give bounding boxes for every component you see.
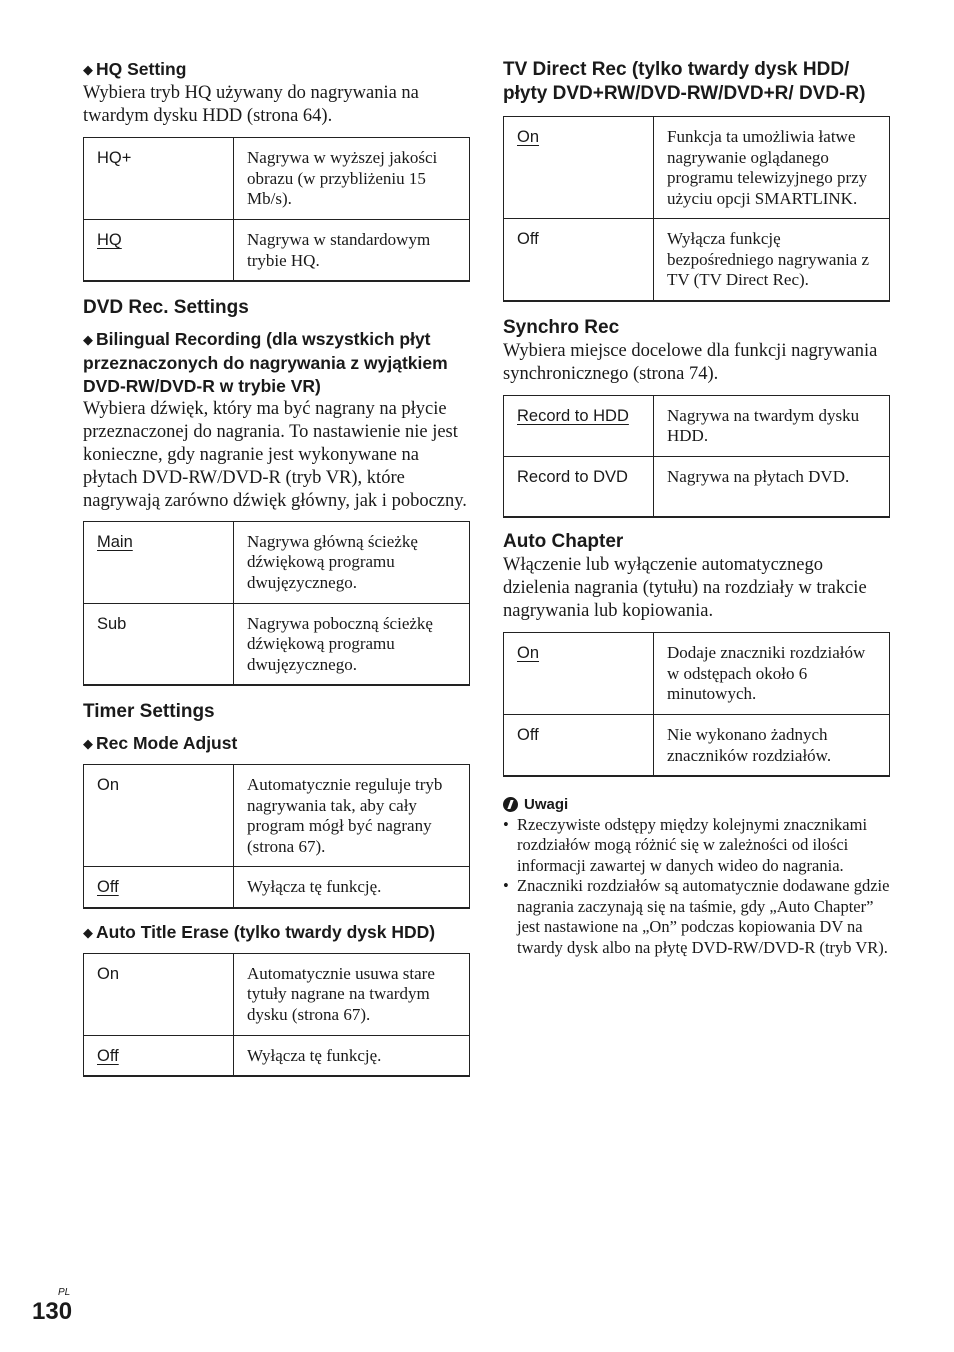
hq-setting-table: [83, 137, 470, 282]
option-key: Off: [504, 715, 654, 776]
option-key-default: HQ: [84, 220, 234, 281]
left-column: [83, 56, 470, 1077]
option-desc: Dodaje znaczniki rozdziałów w odstępach około 6 minutowych.: [654, 633, 890, 715]
dvd-rec-settings-heading: DVD Rec. Settings: [83, 296, 249, 318]
table-row: [84, 138, 470, 220]
rec-mode-adjust-table: [83, 764, 470, 909]
synchro-rec-desc: Wybiera miejsce docelowe dla funkcji nagrywania synchronicznego (strona 74).: [503, 340, 878, 384]
list-item: • Rzeczywiste odstępy między kolejnymi znacznikami rozdziałów mogą różnić się w zależności od ilości informacji zawartej w danych wideo do nagrania.: [503, 815, 890, 877]
table-row: [84, 220, 470, 281]
note-icon: [503, 797, 518, 812]
option-key: Sub: [84, 603, 234, 685]
option-key-default: On: [504, 117, 654, 219]
bilingual-recording-title: ◆ Bilingual Recording (dla wszystkich płyt przeznaczonych do nagrywania z wyjątkiem DVD-RW/DVD-R w trybie VR): [83, 328, 448, 396]
table-row: [504, 456, 890, 517]
synchro-rec-heading: Synchro Rec: [503, 316, 620, 338]
timer-settings-heading: Timer Settings: [83, 701, 215, 722]
option-desc: Automatycznie reguluje tryb nagrywania tak, aby cały program mógł być nagrany (strona 67).: [234, 765, 470, 867]
table-row: [84, 1035, 470, 1076]
auto-title-erase-table: [83, 953, 470, 1078]
option-desc: Automatycznie usuwa stare tytuły nagrane na twardym dysku (strona 67).: [234, 953, 470, 1035]
notes-section: [503, 795, 890, 959]
list-item: • Znaczniki rozdziałów są automatycznie dodawane gdzie nagrania zaczynają się na taśmie, gdy „Auto Chapter” jest nastawione na „On” podczas kopiowania DV na twardy dysk albo na płytę DVD-RW/DVD-R (tryb VR).: [503, 876, 890, 958]
auto-chapter-table: [503, 632, 890, 777]
bilingual-recording-desc: Wybiera dźwięk, który ma być nagrany na płycie przeznaczonej do nagrania. To nastawienie nie jest konieczne, gdy nagranie jest wykonywane na płytach DVD-RW/DVD-R (tryb VR), które nagrywają zarówno dźwięk główny, jak i poboczny.: [83, 398, 467, 511]
auto-chapter-desc: Włączenie lub wyłączenie automatycznego dzielenia nagrania (tytułu) na rozdziały w trakcie nagrywania lub kopiowania.: [503, 555, 867, 621]
table-row: [504, 219, 890, 301]
table-row: [84, 765, 470, 867]
option-desc: Nie wykonano żadnych znaczników rozdziałów.: [654, 715, 890, 776]
table-row: [504, 633, 890, 715]
notes-list: [503, 815, 890, 959]
table-row: [504, 395, 890, 456]
diamond-bullet-icon: ◆: [83, 331, 93, 347]
option-desc: Nagrywa w wyższej jakości obrazu (w przybliżeniu 15 Mb/s).: [234, 138, 470, 220]
option-key-default: On: [504, 633, 654, 715]
right-column: [503, 56, 890, 958]
table-row: [84, 521, 470, 603]
option-key-default: Off: [84, 867, 234, 908]
notes-heading: Uwagi: [503, 795, 890, 815]
option-desc: Wyłącza tę funkcję.: [234, 867, 470, 908]
option-desc: Nagrywa na twardym dysku HDD.: [654, 395, 890, 456]
option-desc: Nagrywa w standardowym trybie HQ.: [234, 220, 470, 281]
option-desc: Nagrywa główną ścieżkę dźwiękową programu dwujęzycznego.: [234, 521, 470, 603]
table-row: [84, 953, 470, 1035]
option-desc: Nagrywa na płytach DVD.: [654, 456, 890, 517]
option-desc: Wyłącza funkcję bezpośredniego nagrywania z TV (TV Direct Rec).: [654, 219, 890, 301]
diamond-bullet-icon: ◆: [83, 924, 93, 940]
option-desc: Nagrywa poboczną ścieżkę dźwiękową programu dwujęzycznego.: [234, 603, 470, 685]
auto-chapter-heading: Auto Chapter: [503, 531, 624, 552]
diamond-bullet-icon: ◆: [83, 62, 93, 77]
option-key: On: [84, 953, 234, 1035]
table-row: [84, 867, 470, 908]
tv-direct-rec-table: [503, 116, 890, 302]
option-key-default: Record to HDD: [504, 395, 654, 456]
language-code: PL: [58, 1287, 71, 1298]
option-key-default: Off: [84, 1035, 234, 1076]
tv-direct-rec-heading: TV Direct Rec (tylko twardy dysk HDD/ płyty DVD+RW/DVD-RW/DVD+R/ DVD-R): [503, 59, 866, 104]
option-key-default: Main: [84, 521, 234, 603]
rec-mode-adjust-title: ◆ Rec Mode Adjust: [83, 733, 238, 753]
option-desc: Funkcja ta umożliwia łatwe nagrywanie oglądanego programu telewizyjnego przy użyciu opcji SMARTLINK.: [654, 117, 890, 219]
option-key: Off: [504, 219, 654, 301]
option-key: HQ+: [84, 138, 234, 220]
option-desc: Wyłącza tę funkcję.: [234, 1035, 470, 1076]
table-row: [504, 117, 890, 219]
diamond-bullet-icon: ◆: [83, 736, 93, 751]
synchro-rec-table: [503, 395, 890, 519]
table-row: [504, 715, 890, 776]
option-key: On: [84, 765, 234, 867]
auto-title-erase-title: ◆ Auto Title Erase (tylko twardy dysk HDD): [83, 921, 436, 942]
bilingual-recording-table: [83, 521, 470, 687]
option-key: Record to DVD: [504, 456, 654, 517]
hq-setting-desc: Wybiera tryb HQ używany do nagrywania na twardym dysku HDD (strona 64).: [83, 83, 419, 126]
table-row: [84, 603, 470, 685]
hq-setting-title: ◆ HQ Setting: [83, 59, 187, 79]
page-number: 130: [32, 1298, 73, 1325]
